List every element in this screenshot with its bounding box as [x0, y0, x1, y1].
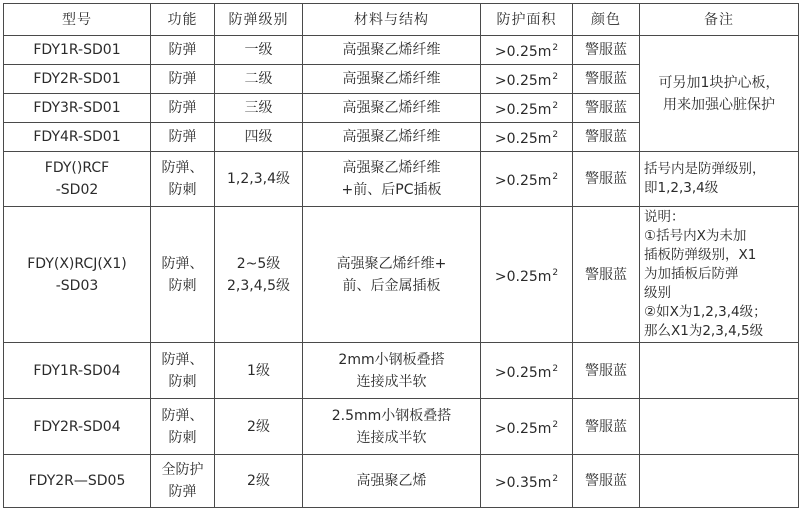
function-cell [151, 152, 215, 207]
remarks-cell-sd02 [640, 152, 799, 207]
area-superscript: 2 [552, 267, 559, 278]
area-superscript: 2 [552, 130, 559, 140]
function-line: 防弹、 [161, 351, 204, 368]
function-cell [151, 207, 215, 343]
level-cell: 四级 [215, 123, 303, 152]
remarks-line: 说明： [644, 209, 685, 225]
color-cell: 警服蓝 [573, 399, 640, 455]
color-cell: 警服蓝 [573, 152, 640, 207]
area-value: >0.25m [494, 173, 552, 189]
material-cell: 高强聚乙烯纤维 [303, 123, 481, 152]
level-cell: 1级 [215, 343, 303, 399]
area-superscript: 2 [552, 474, 559, 484]
function-line: 防刺 [168, 373, 197, 390]
area-cell [481, 36, 573, 65]
remarks-cell-sd03 [640, 207, 799, 343]
table-row [4, 152, 799, 207]
header-remarks: 备注 [640, 4, 799, 36]
area-cell [481, 455, 573, 508]
function-line: 防弹、 [161, 407, 204, 424]
area-cell [481, 207, 573, 343]
header-level: 防弹级别 [215, 4, 303, 36]
model-line: -SD02 [55, 182, 99, 198]
material-line: +前、后PC插板 [341, 182, 442, 198]
level-line: 2,3,4,5级 [227, 277, 290, 294]
remarks-line: 为加插板后防弹 [644, 266, 739, 282]
material-cell: 高强聚乙烯 [303, 455, 481, 508]
remarks-line: 级别 [644, 285, 671, 301]
function-line: 防弹、 [161, 255, 204, 272]
model-cell: FDY1R-SD04 [4, 343, 151, 399]
function-cell: 防弹 [151, 36, 215, 65]
table-row [4, 343, 799, 399]
color-cell: 警服蓝 [573, 36, 640, 65]
level-cell [215, 207, 303, 343]
model-line: FDY()RCF [44, 160, 110, 176]
material-cell [303, 399, 481, 455]
area-value: >0.35m [494, 475, 552, 491]
table-row [4, 36, 799, 65]
color-cell: 警服蓝 [573, 94, 640, 123]
remarks-line: ②如X为1,2,3,4级； [644, 304, 767, 320]
table-row [4, 455, 799, 508]
header-material: 材料与结构 [303, 4, 481, 36]
model-cell: FDY2R-SD04 [4, 399, 151, 455]
function-cell [151, 455, 215, 508]
area-cell [481, 123, 573, 152]
level-cell: 2级 [215, 455, 303, 508]
material-cell: 高强聚乙烯纤维 [303, 94, 481, 123]
area-superscript: 2 [552, 419, 559, 430]
level-cell: 二级 [215, 65, 303, 94]
remarks-cell [640, 455, 799, 508]
area-cell [481, 399, 573, 455]
level-line: 2~5级 [236, 255, 281, 272]
area-superscript: 2 [552, 363, 559, 374]
model-line: FDY(X)RCJ(X1) [27, 255, 127, 272]
function-line: 防刺 [168, 277, 197, 294]
area-cell [481, 343, 573, 399]
material-cell: 高强聚乙烯纤维 [303, 65, 481, 94]
function-line: 防弹、 [161, 160, 204, 176]
remarks-line: 即1,2,3,4级 [644, 180, 719, 196]
area-superscript: 2 [552, 101, 559, 111]
area-cell [481, 65, 573, 94]
material-line: 2mm小钢板叠搭 [338, 351, 445, 368]
header-row [4, 4, 799, 36]
function-cell [151, 343, 215, 399]
area-value: >0.25m [494, 44, 552, 60]
remarks-cell [640, 343, 799, 399]
remarks-line: 可另加1块护心板， [658, 74, 780, 91]
material-line: 连接成半软 [356, 429, 427, 446]
material-cell [303, 343, 481, 399]
color-cell: 警服蓝 [573, 207, 640, 343]
model-line: -SD03 [55, 277, 99, 294]
level-cell: 2级 [215, 399, 303, 455]
area-value: >0.25m [494, 102, 552, 118]
area-cell [481, 94, 573, 123]
function-line: 防弹 [168, 484, 197, 500]
color-cell: 警服蓝 [573, 455, 640, 508]
level-cell: 一级 [215, 36, 303, 65]
table-row [4, 399, 799, 455]
material-line: 2.5mm小钢板叠搭 [331, 407, 452, 424]
area-superscript: 2 [552, 43, 559, 53]
material-cell [303, 152, 481, 207]
remarks-line: 括号内是防弹级别， [644, 161, 766, 177]
header-area: 防护面积 [481, 4, 573, 36]
remarks-cell-sd01 [640, 36, 799, 152]
remarks-line: 插板防弹级别，X1 [644, 247, 757, 263]
material-cell [303, 207, 481, 343]
function-cell [151, 399, 215, 455]
function-cell: 防弹 [151, 123, 215, 152]
material-line: 连接成半软 [356, 373, 427, 390]
function-cell: 防弹 [151, 65, 215, 94]
model-cell: FDY1R-SD01 [4, 36, 151, 65]
color-cell: 警服蓝 [573, 343, 640, 399]
model-cell: FDY2R—SD05 [4, 455, 151, 508]
area-value: >0.25m [494, 131, 552, 147]
area-value: >0.25m [494, 268, 552, 285]
area-superscript: 2 [552, 172, 559, 182]
area-superscript: 2 [552, 72, 559, 82]
color-cell: 警服蓝 [573, 123, 640, 152]
model-cell [4, 207, 151, 343]
header-model: 型号 [4, 4, 151, 36]
remarks-line: 用来加强心脏保护 [663, 96, 775, 113]
color-cell: 警服蓝 [573, 65, 640, 94]
header-function: 功能 [151, 4, 215, 36]
function-line: 全防护 [161, 462, 204, 478]
function-line: 防刺 [168, 182, 197, 198]
material-line: 高强聚乙烯纤维 [342, 160, 441, 176]
material-cell: 高强聚乙烯纤维 [303, 36, 481, 65]
material-line: 前、后金属插板 [342, 277, 441, 294]
product-spec-table [3, 3, 799, 508]
model-cell [4, 152, 151, 207]
material-line: 高强聚乙烯纤维+ [336, 255, 447, 272]
area-value: >0.25m [494, 420, 552, 437]
model-cell: FDY3R-SD01 [4, 94, 151, 123]
area-cell [481, 152, 573, 207]
remarks-line: 那么X1为2,3,4,5级 [644, 323, 764, 339]
header-color: 颜色 [573, 4, 640, 36]
area-value: >0.25m [494, 364, 552, 381]
remarks-cell [640, 399, 799, 455]
level-cell: 1,2,3,4级 [215, 152, 303, 207]
table-row [4, 207, 799, 343]
model-cell: FDY2R-SD01 [4, 65, 151, 94]
area-value: >0.25m [494, 73, 552, 89]
model-cell: FDY4R-SD01 [4, 123, 151, 152]
function-line: 防刺 [168, 429, 197, 446]
level-cell: 三级 [215, 94, 303, 123]
remarks-line: ①括号内X为未加 [644, 228, 747, 244]
function-cell: 防弹 [151, 94, 215, 123]
